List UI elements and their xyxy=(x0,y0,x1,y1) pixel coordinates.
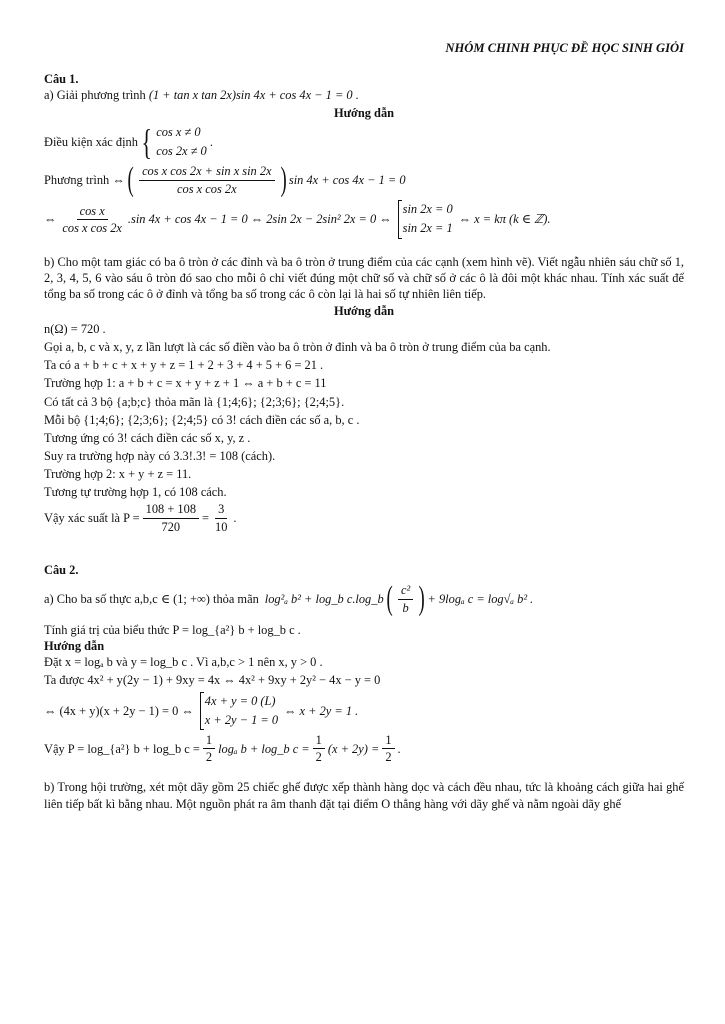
q1b-line: Gọi a, b, c và x, y, z lần lượt là các số điền vào ba ô tròn ở đỉnh và ba ô tròn ở trung điểm của ba cạnh. xyxy=(44,340,551,355)
q1a-pt-numerator: cos x cos 2x + sin x sin 2x xyxy=(139,164,275,180)
q1-title: Câu 1. xyxy=(44,72,79,87)
q2a-l4-frac-2 xyxy=(313,733,325,765)
q2-title: Câu 2. xyxy=(44,562,79,577)
q1b-prob-fraction xyxy=(143,502,199,534)
q1b-line: Suy ra trường hợp này có 3.3!.3! = 108 (cách). xyxy=(44,448,276,463)
left-paren-icon: ( xyxy=(386,580,393,618)
q2a-step-4 xyxy=(44,733,684,765)
q1a-l2-case-1: sin 2x = 0 xyxy=(402,202,453,217)
q1a-prefix: a) Giải phương trình xyxy=(44,88,146,103)
q2a-l4-f2-den: 2 xyxy=(315,750,322,765)
q2a-l4-end: . xyxy=(397,741,401,756)
q1a-transform-line xyxy=(44,163,684,197)
q2a-guide-heading: Hướng dẫn xyxy=(44,639,105,654)
q2a-l4-mid2: (x + 2y) = xyxy=(327,741,380,756)
q2a-l4-f1-den: 2 xyxy=(205,750,213,765)
q2a-question: Tính giá trị của biểu thức P = log_{a²} b + log_b c . xyxy=(44,623,301,638)
q1b-prob-end: . xyxy=(233,511,237,526)
q1b-prob-result xyxy=(212,502,230,534)
page-header: NHÓM CHINH PHỤC ĐỀ HỌC SINH GIỎI xyxy=(445,41,684,55)
q1a-guide-heading: Hướng dẫn xyxy=(333,105,395,120)
q2a-eq-post: + 9logₐ c = log√ₐ b² . xyxy=(427,591,534,606)
q2a-l4-frac-3 xyxy=(382,733,394,765)
q1a-condition: Điều kiện xác định { cos x ≠ 0 cos 2x ≠ 0 . xyxy=(44,121,213,162)
q1a-statement xyxy=(44,87,684,103)
q1b-guide-heading: Hướng dẫn xyxy=(333,303,395,318)
right-paren-icon: ) xyxy=(280,161,287,199)
q1b-prob-result-num: 3 xyxy=(215,502,227,518)
left-paren-icon: ( xyxy=(127,161,134,199)
q2a-step-2: Ta được 4x² + y(2y − 1) + 9xy = 4x ⇔ 4x² + 9xy + 2y² − 4x − y = 0 xyxy=(44,673,381,688)
q1a-l2-end: ⇔ x = kπ (k ∈ ℤ). xyxy=(458,212,551,227)
q2a-l3-pre: ⇔ (4x + y)(x + 2y − 1) = 0 ⇔ xyxy=(44,703,194,718)
q1a-pt-rest: sin 4x + cos 4x − 1 = 0 xyxy=(288,173,406,188)
q2a-l4-mid: logₐ b + log_b c = xyxy=(218,741,310,756)
q2a-l4-f1-num: 1 xyxy=(203,733,215,749)
q2a-l4-pre: Vậy P = log_{a²} b + log_b c = xyxy=(44,741,200,756)
q2a-frac-den: b xyxy=(402,600,409,615)
q1b-line: Có tất cả 3 bộ {a;b;c} thỏa mãn là {1;4;6}; {2;3;6}; {2;4;5}. xyxy=(44,394,345,409)
q2a-step-3 xyxy=(44,692,684,730)
q1a-condition-2: cos 2x ≠ 0 xyxy=(156,143,207,158)
q1b-line: Trường hợp 1: a + b + c = x + y + z + 1 ⇔ a + b + c = 11 xyxy=(44,376,327,391)
q1a-l2-middle: .sin 4x + cos 4x − 1 = 0 ⇔ 2sin 2x − 2sin² 2x = 0 ⇔ xyxy=(127,212,392,227)
right-paren-icon: ) xyxy=(418,580,425,618)
q2a-l3-end: ⇔ x + 2y = 1 . xyxy=(284,703,359,718)
q2a-l4-f3-num: 1 xyxy=(382,733,394,749)
q2a-eq-pre: log²ₐ b² + log_b c.log_b xyxy=(264,591,384,606)
q1b-prob-denominator: 720 xyxy=(161,519,181,534)
q1a-l2-cases xyxy=(398,200,453,238)
q1a-condition-label: Điều kiện xác định xyxy=(44,134,138,149)
q2a-l4-f2-num: 1 xyxy=(313,733,325,749)
q1b-prob-numerator: 108 + 108 xyxy=(143,502,199,518)
q1b-statement: b) Cho một tam giác có ba ô tròn ở các đỉnh và ba ô tròn ở trung điểm của các cạnh (xem hình vẽ). Viết ngẫu nhiên sáu chữ số 1, 2, 3, 4, 5, 6 vào sáu ô tròn đó sao cho mỗi ô chỉ viết đúng một chữ số và chữ số ở các ô là đôi một khác nhau. Tính xác suất để tổng ba số trong các ô ở đỉnh và tổng ba số trong các ô còn lại là hai số tự nhiên liên tiếp. xyxy=(44,254,684,301)
q2a-fraction xyxy=(398,583,413,615)
q1a-pt-label: Phương trình ⇔ xyxy=(44,173,125,188)
q1a-pt-denominator: cos x cos 2x xyxy=(177,181,237,196)
q1b-prob-label: Vậy xác suất là P = xyxy=(44,511,140,526)
q2a-statement xyxy=(44,582,684,616)
q1b-prob-equals: = xyxy=(202,511,210,526)
q1b-solution xyxy=(44,321,684,500)
q1a-condition-1: cos x ≠ 0 xyxy=(156,124,201,139)
q2a-l3-case-2: x + 2y − 1 = 0 xyxy=(204,712,279,727)
q2a-prefix: a) Cho ba số thực a,b,c ∈ (1; +∞) thỏa mãn xyxy=(44,591,259,606)
q1b-line: n(Ω) = 720 . xyxy=(44,322,106,337)
q1a-solution-line xyxy=(44,200,684,238)
q1b-line: Trường hợp 2: x + y + z = 11. xyxy=(44,467,192,482)
brace-icon: { xyxy=(141,121,152,162)
q1a-pt-fraction xyxy=(139,164,275,196)
q1a-equation: (1 + tan x tan 2x)sin 4x + cos 4x − 1 = 0 . xyxy=(148,88,359,103)
q2a-l3-case-1: 4x + y = 0 (L) xyxy=(204,693,276,708)
q1a-l2-numerator: cos x xyxy=(77,204,108,220)
q1b-line: Mỗi bộ {1;4;6}; {2;3;6}; {2;4;5} có 3! cách điền các số a, b, c . xyxy=(44,412,360,427)
q2a-step-1: Đặt x = logₐ b và y = log_b c . Vì a,b,c > 1 nên x, y > 0 . xyxy=(44,655,323,670)
q1a-l2-prefix: ⇔ xyxy=(44,212,57,227)
q2b-statement: b) Trong hội trường, xét một dãy gồm 25 chiếc ghế được xếp thành hàng dọc và cách đều nhau, tức là khoảng cách giữa hai ghế liên tiếp bất kì bằng nhau. Một nguồn phát ra âm thanh đặt tại điểm O thẳng hàng với dãy ghế và nằm ngoài dãy ghế xyxy=(44,780,684,811)
q2a-l4-frac-1 xyxy=(203,733,215,765)
q1b-prob-result-den: 10 xyxy=(215,519,228,534)
q1a-l2-fraction xyxy=(59,204,125,236)
q1a-l2-denominator: cos x cos 2x xyxy=(62,220,122,235)
document-page xyxy=(44,40,684,812)
q2a-l3-cases xyxy=(200,692,278,730)
q1a-condition-system xyxy=(138,123,207,161)
q1b-line: Ta có a + b + c + x + y + z = 1 + 2 + 3 + 4 + 5 + 6 = 21 . xyxy=(44,358,324,373)
q1b-probability xyxy=(44,502,684,534)
q2a-frac-num: c² xyxy=(398,583,413,599)
q1b-line: Tương tự trường hợp 1, có 108 cách. xyxy=(44,485,227,500)
q2a-l4-f3-den: 2 xyxy=(385,750,392,765)
q1a-l2-case-2: sin 2x = 1 xyxy=(402,221,453,236)
q1b-line: Tương ứng có 3! cách điền các số x, y, z . xyxy=(44,430,251,445)
